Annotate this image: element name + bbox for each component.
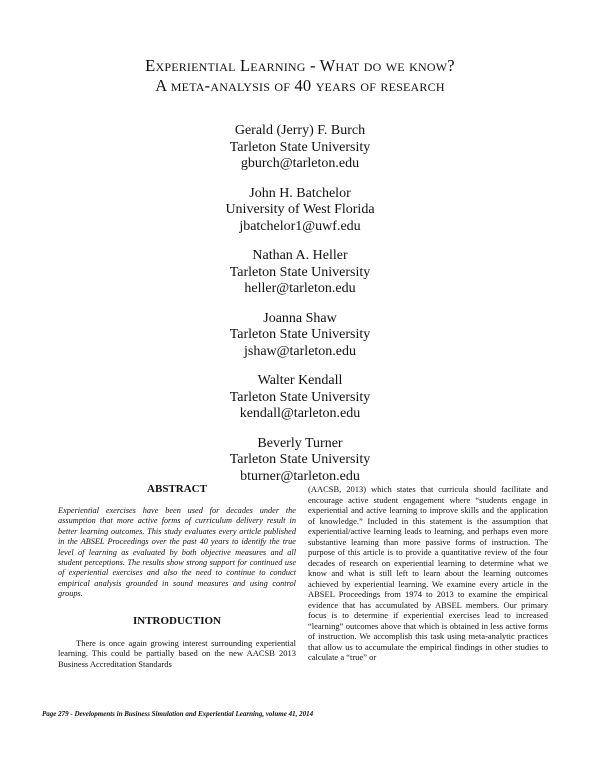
title-line-2: A meta-analysis of 40 years of research: [155, 76, 445, 95]
right-column: [308, 484, 548, 663]
author-email: jshaw@tarleton.edu: [243, 343, 357, 359]
author-name: Nathan A. Heller: [252, 248, 348, 263]
author-block: [150, 436, 450, 486]
author-email: gburch@tarleton.edu: [240, 156, 360, 171]
author-block: [150, 373, 450, 423]
page-footer: Page 279 - Developments in Business Simulation and Experiential Learning, volume 41, 2014: [42, 710, 314, 718]
introduction-text: There is once again growing interest surrounding experiential learning. This could be partially based on the new AACSB 2013 Business Accreditation Standards: [58, 637, 296, 669]
abstract-text: Experiential exercises have been used for decades under the assumption that more active forms of curriculum delivery result in better learning outcomes. This study evaluates every article published in the ABSEL Proceedings over the past 40 years to identify the true level of learning as evaluated by both objective measures and all student perceptions. The results show strong support for continued use of experiential exercises and also the need to continue to conduct empirical analysis grounded in sound measures and using control groups.: [58, 506, 296, 599]
author-affiliation: Tarleton State University: [229, 264, 371, 280]
paper-title: [40, 56, 560, 96]
author-name: Joanna Shaw: [263, 310, 337, 326]
author-name: Beverly Turner: [257, 435, 343, 451]
abstract-heading: ABSTRACT: [147, 483, 207, 495]
author-email: jbatchelor1@uwf.edu: [239, 218, 361, 234]
introduction-heading: INTRODUCTION: [132, 614, 221, 627]
author-email: kendall@tarleton.edu: [239, 406, 361, 421]
author-name: Gerald (Jerry) F. Burch: [234, 123, 366, 138]
author-affiliation: Tarleton State University: [229, 139, 371, 155]
author-block: [150, 311, 450, 361]
author-block: [150, 186, 450, 236]
author-block: [150, 123, 450, 173]
author-list: [150, 123, 450, 498]
author-affiliation: University of West Florida: [225, 202, 375, 217]
author-block: [150, 248, 450, 298]
author-affiliation: Tarleton State University: [229, 389, 371, 405]
author-email: heller@tarleton.edu: [244, 281, 356, 296]
title-line-1: Experiential Learning - What do we know?: [145, 56, 455, 75]
author-affiliation: Tarleton State University: [229, 452, 371, 467]
author-affiliation: Tarleton State University: [229, 327, 371, 342]
author-name: Walter Kendall: [257, 373, 343, 388]
right-column-text: (AACSB, 2013) which states that curricula should facilitate and encourage active student engagement where “students engage in experiential and active learning to improve skills and the application of knowledge.” Included in this statement is the assumption that experiential/active learning leads to learning, and perhaps even more substantive learning than more passive forms of instruction. The purpose of this article is to provide a quantitative review of the four decades of research on experiential learning to determine what we know and what is still left to learn about the learning outcomes achieved by experiential learning. We examine every article in the ABSEL Proceedings from 1974 to 2013 to examine the empirical evidence that has accumulated by ABSEL members. Our primary focus is to determine if experiential exercises lead to increased “learning” outcomes above that which is obtained in less active forms of instruction. We accomplish this task using meta-analytic practices that allow us to accumulate the empirical findings in other studies to calculate a “true” or: [308, 484, 548, 662]
author-name: John H. Batchelor: [249, 185, 351, 201]
author-email: bturner@tarleton.edu: [240, 468, 360, 484]
left-column: [58, 482, 296, 669]
